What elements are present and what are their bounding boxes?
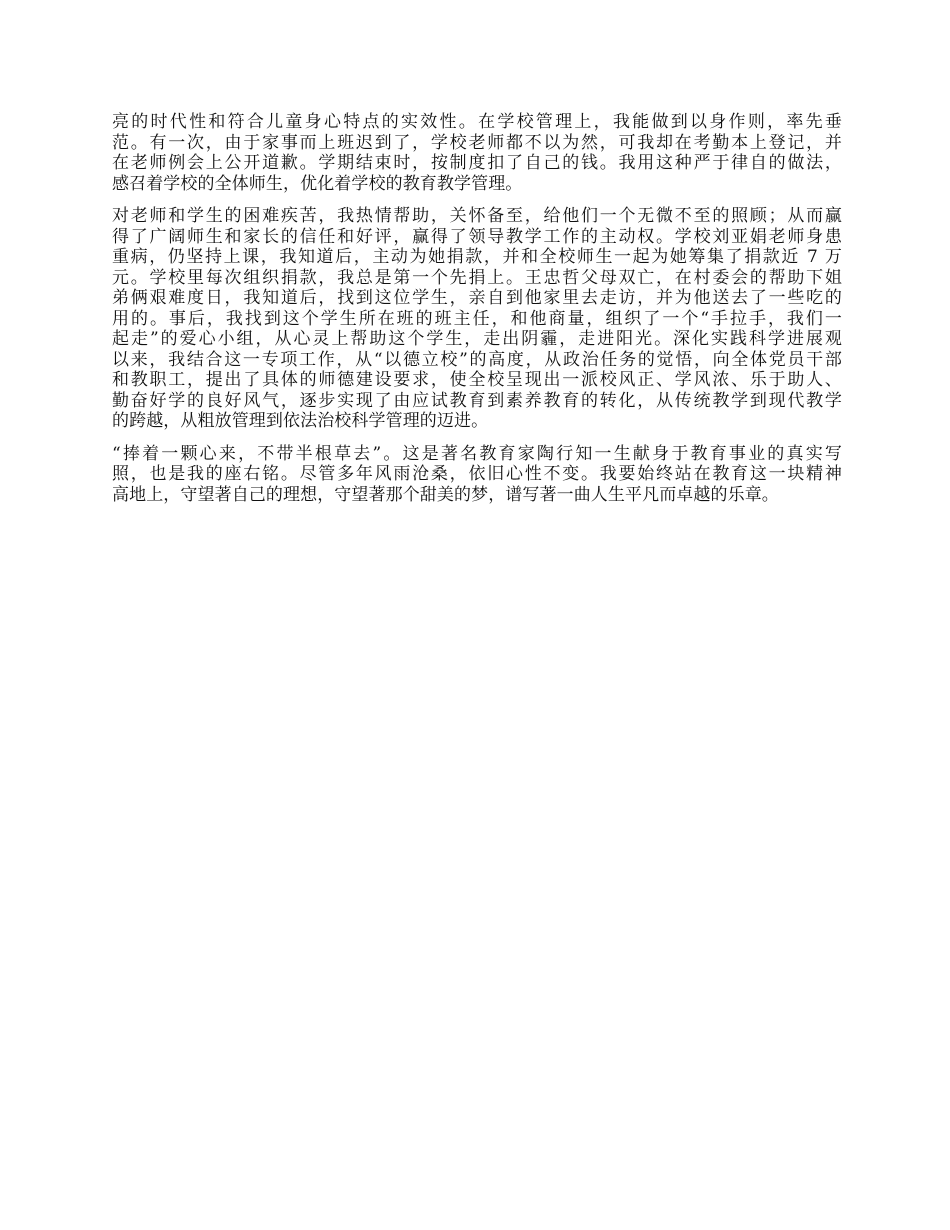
paragraph-2 [112, 206, 842, 432]
paragraph-line: 以来，我结合这一专项工作，从“以德立校”的高度，从政治任务的觉悟，向全体党员干部 [112, 349, 842, 370]
paragraph-line: 用的。事后，我找到这个学生所在班的班主任，和他商量，组织了一个“手拉手，我们一 [112, 308, 842, 329]
paragraph-line: 起走”的爱心小组，从心灵上帮助这个学生，走出阴霾，走进阳光。深化实践科学进展观 [112, 329, 842, 349]
paragraph-line: 元。学校里每次组织捐款，我总是第一个先捐上。王忠哲父母双亡，在村委会的帮助下姐 [112, 267, 842, 288]
paragraph-line: 高地上，守望著自己的理想，守望著那个甜美的梦，谱写著一曲人生平凡而卓越的乐章。 [112, 484, 779, 505]
paragraph-line: 勤奋好学的良好风气，逐步实现了由应试教育到素养教育的转化，从传统教学到现代教学 [112, 390, 842, 411]
paragraph-line: 和教职工，提出了具体的师德建设要求，使全校呈现出一派校风正、学风浓、乐于助人、 [112, 370, 842, 390]
paragraph-line: 得了广阔师生和家长的信任和好评，赢得了领导教学工作的主动权。学校刘亚娟老师身患 [112, 226, 842, 247]
paragraph-line: 的跨越，从粗放管理到依法治校科学管理的迈进。 [112, 411, 489, 431]
paragraph-line: 感召着学校的全体师生，优化着学校的教育教学管理。 [112, 173, 523, 194]
paragraph-line: 弟俩艰难度日，我知道后，找到这位学生，亲自到他家里去走访，并为他送去了一些吃的 [112, 288, 842, 308]
paragraph-1 [112, 112, 842, 194]
paragraph-line: 在老师例会上公开道歉。学期结束时，按制度扣了自己的钱。我用这种严于律自的做法， [112, 153, 842, 173]
paragraph-line: 对老师和学生的困难疾苦，我热情帮助，关怀备至，给他们一个无微不至的照顾；从而赢 [112, 206, 842, 226]
document-body [112, 112, 842, 517]
paragraph-line: “捧着一颗心来，不带半根草去”。这是著名教育家陶行知一生献身于教育事业的真实写 [112, 443, 842, 464]
paragraph-line: 照，也是我的座右铭。尽管多年风雨沧桑，依旧心性不变。我要始终站在教育这一块精神 [112, 464, 842, 484]
paragraph-line: 重病，仍坚持上课，我知道后，主动为她捐款，并和全校师生一起为她筹集了捐款近 7 万 [112, 247, 842, 267]
paragraph-line: 亮的时代性和符合儿童身心特点的实效性。在学校管理上，我能做到以身作则，率先垂 [112, 112, 842, 132]
paragraph-3 [112, 444, 842, 506]
paragraph-line: 范。有一次，由于家事而上班迟到了，学校老师都不以为然，可我却在考勤本上登记，并 [112, 132, 842, 153]
